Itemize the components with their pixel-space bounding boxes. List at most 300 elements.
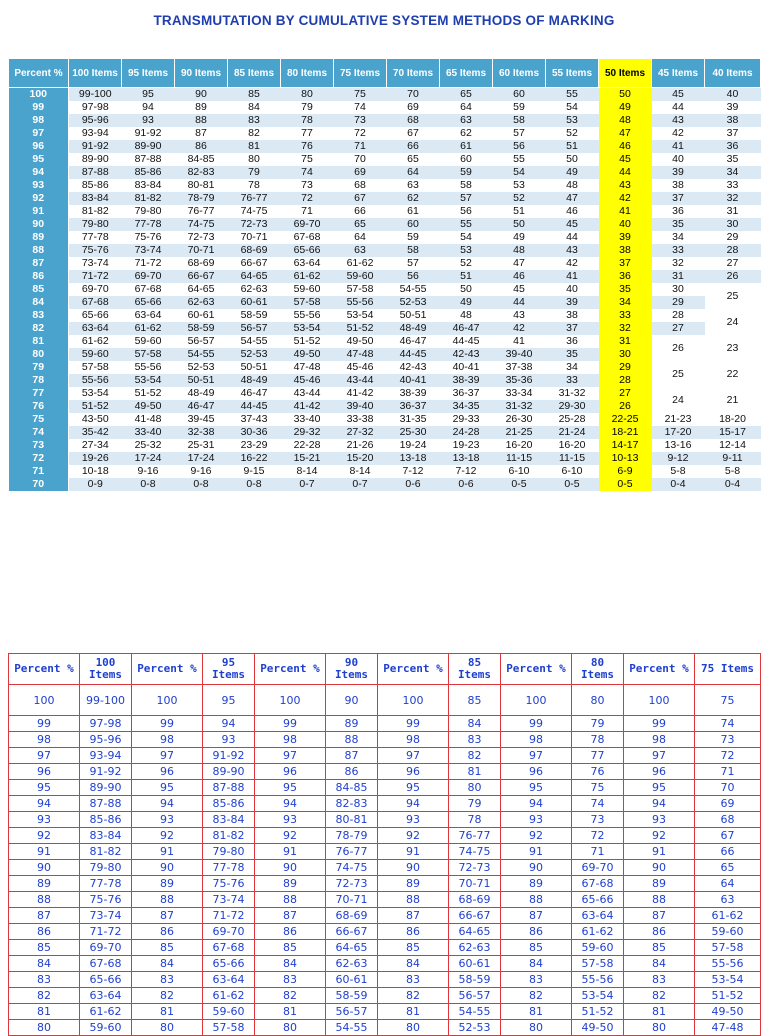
score-cell: 43-44 bbox=[334, 374, 387, 387]
table-row bbox=[9, 465, 761, 478]
score-cell: 63 bbox=[334, 244, 387, 257]
table-row bbox=[9, 426, 761, 439]
score-cell: 6-10 bbox=[493, 465, 546, 478]
table-row bbox=[9, 374, 761, 387]
score-cell: 67-68 bbox=[203, 940, 255, 956]
score-cell: 42 bbox=[652, 127, 705, 140]
percent-cell: 98 bbox=[378, 732, 449, 748]
score-cell: 67 bbox=[334, 192, 387, 205]
percent-cell: 83 bbox=[624, 972, 695, 988]
score-cell: 69 bbox=[387, 101, 440, 114]
score-cell: 89 bbox=[326, 716, 378, 732]
percent-cell: 95 bbox=[255, 780, 326, 796]
score-cell: 42 bbox=[546, 257, 599, 270]
percent-cell: 90 bbox=[9, 860, 80, 876]
score-cell: 65-66 bbox=[122, 296, 175, 309]
percent-cell: 88 bbox=[501, 892, 572, 908]
table-row bbox=[9, 908, 761, 924]
score-cell: 46-47 bbox=[440, 322, 493, 335]
percent-cell: 96 bbox=[378, 764, 449, 780]
score-cell: 72 bbox=[281, 192, 334, 205]
score-cell: 37-38 bbox=[493, 361, 546, 374]
score-cell: 29 bbox=[705, 231, 761, 244]
score-cell: 63-64 bbox=[572, 908, 624, 924]
score-cell: 55-56 bbox=[69, 374, 122, 387]
table-row bbox=[9, 716, 761, 732]
score-cell: 13-16 bbox=[652, 439, 705, 452]
score-cell: 64 bbox=[695, 876, 761, 892]
score-cell: 62 bbox=[387, 192, 440, 205]
score-cell: 72-73 bbox=[449, 860, 501, 876]
percent-cell: 97 bbox=[9, 748, 80, 764]
percent-cell: 97 bbox=[501, 748, 572, 764]
percent-cell: 82 bbox=[255, 988, 326, 1004]
score-cell: 62-63 bbox=[326, 956, 378, 972]
score-cell: 97-98 bbox=[69, 101, 122, 114]
percent-cell: 80 bbox=[501, 1020, 572, 1036]
percent-cell: 100 bbox=[624, 685, 695, 716]
score-cell: 15-20 bbox=[334, 452, 387, 465]
score-cell: 45 bbox=[493, 283, 546, 296]
score-cell: 49-50 bbox=[695, 1004, 761, 1020]
table-row bbox=[9, 732, 761, 748]
score-cell: 0-8 bbox=[175, 478, 228, 491]
score-cell: 41 bbox=[652, 140, 705, 153]
score-cell: 54-55 bbox=[228, 335, 281, 348]
score-cell: 77-78 bbox=[203, 860, 255, 876]
score-cell: 42 bbox=[493, 322, 546, 335]
score-cell: 36 bbox=[546, 335, 599, 348]
score-cell: 24 bbox=[705, 309, 761, 335]
score-cell: 55-56 bbox=[572, 972, 624, 988]
percent-cell: 93 bbox=[624, 812, 695, 828]
score-cell: 40 bbox=[652, 153, 705, 166]
score-cell: 60-61 bbox=[449, 956, 501, 972]
column-header-items: 90 Items bbox=[175, 59, 228, 88]
score-cell: 63-64 bbox=[122, 309, 175, 322]
score-cell: 76 bbox=[281, 140, 334, 153]
table-row bbox=[9, 153, 761, 166]
percent-cell: 97 bbox=[132, 748, 203, 764]
score-cell: 68 bbox=[695, 812, 761, 828]
table-row bbox=[9, 231, 761, 244]
score-cell: 72-73 bbox=[228, 218, 281, 231]
score-cell: 27-32 bbox=[334, 426, 387, 439]
score-cell: 60 bbox=[387, 218, 440, 231]
score-cell: 29-30 bbox=[546, 400, 599, 413]
score-cell: 80 bbox=[449, 780, 501, 796]
score-cell: 75 bbox=[695, 685, 761, 716]
score-cell: 38 bbox=[599, 244, 652, 257]
score-cell: 79-80 bbox=[203, 844, 255, 860]
score-cell: 65-66 bbox=[281, 244, 334, 257]
score-cell: 89-90 bbox=[80, 780, 132, 796]
score-cell: 76 bbox=[572, 764, 624, 780]
percent-cell: 97 bbox=[378, 748, 449, 764]
score-cell: 51 bbox=[493, 205, 546, 218]
score-cell: 69-70 bbox=[122, 270, 175, 283]
score-cell: 53-54 bbox=[122, 374, 175, 387]
column-header-items: 60 Items bbox=[493, 59, 546, 88]
score-cell: 63-64 bbox=[80, 988, 132, 1004]
percent-cell: 87 bbox=[624, 908, 695, 924]
score-cell: 38 bbox=[705, 114, 761, 127]
score-cell: 81 bbox=[228, 140, 281, 153]
score-cell: 11-15 bbox=[493, 452, 546, 465]
score-cell: 67 bbox=[387, 127, 440, 140]
score-cell: 51 bbox=[546, 140, 599, 153]
score-cell: 87 bbox=[326, 748, 378, 764]
score-cell: 59 bbox=[440, 166, 493, 179]
score-cell: 74 bbox=[281, 166, 334, 179]
score-cell: 16-20 bbox=[493, 439, 546, 452]
score-cell: 87-88 bbox=[122, 153, 175, 166]
score-cell: 49 bbox=[546, 166, 599, 179]
score-cell: 68 bbox=[334, 179, 387, 192]
score-cell: 44-45 bbox=[228, 400, 281, 413]
table-row bbox=[9, 972, 761, 988]
score-cell: 83-84 bbox=[203, 812, 255, 828]
score-cell: 52-53 bbox=[387, 296, 440, 309]
table-row bbox=[9, 1020, 761, 1036]
percent-cell: 92 bbox=[132, 828, 203, 844]
score-cell: 82 bbox=[449, 748, 501, 764]
score-cell: 26 bbox=[652, 335, 705, 361]
score-cell: 62-63 bbox=[175, 296, 228, 309]
score-cell: 28 bbox=[652, 309, 705, 322]
percent-cell: 82 bbox=[501, 988, 572, 1004]
score-cell: 61-62 bbox=[203, 988, 255, 1004]
score-cell: 95 bbox=[203, 685, 255, 716]
score-cell: 27 bbox=[599, 387, 652, 400]
score-cell: 54-55 bbox=[326, 1020, 378, 1036]
score-cell: 21-26 bbox=[334, 439, 387, 452]
percent-cell: 81 bbox=[9, 335, 69, 348]
score-cell: 61-62 bbox=[695, 908, 761, 924]
percent-cell: 94 bbox=[255, 796, 326, 812]
score-cell: 64 bbox=[387, 166, 440, 179]
percent-cell: 84 bbox=[624, 956, 695, 972]
score-cell: 91-92 bbox=[69, 140, 122, 153]
score-cell: 73 bbox=[572, 812, 624, 828]
table-row bbox=[9, 796, 761, 812]
percent-cell: 82 bbox=[9, 988, 80, 1004]
percent-cell: 95 bbox=[9, 780, 80, 796]
percent-cell: 97 bbox=[624, 748, 695, 764]
score-cell: 47-48 bbox=[334, 348, 387, 361]
score-cell: 55 bbox=[493, 153, 546, 166]
score-cell: 67-68 bbox=[69, 296, 122, 309]
column-header-items: 100 Items bbox=[69, 59, 122, 88]
score-cell: 61-62 bbox=[69, 335, 122, 348]
score-cell: 23 bbox=[705, 335, 761, 361]
table-row bbox=[9, 876, 761, 892]
score-cell: 31-35 bbox=[387, 413, 440, 426]
percent-cell: 88 bbox=[9, 892, 80, 908]
percent-cell: 89 bbox=[132, 876, 203, 892]
column-header-items: 50 Items bbox=[599, 59, 652, 88]
score-cell: 45-46 bbox=[281, 374, 334, 387]
score-cell: 43 bbox=[599, 179, 652, 192]
score-cell: 30-36 bbox=[228, 426, 281, 439]
percent-cell: 95 bbox=[624, 780, 695, 796]
score-cell: 59-60 bbox=[572, 940, 624, 956]
score-cell: 65 bbox=[440, 88, 493, 102]
score-cell: 22-28 bbox=[281, 439, 334, 452]
score-cell: 69 bbox=[334, 166, 387, 179]
percent-cell: 91 bbox=[255, 844, 326, 860]
score-cell: 42-43 bbox=[440, 348, 493, 361]
score-cell: 62-63 bbox=[449, 940, 501, 956]
percent-cell: 96 bbox=[624, 764, 695, 780]
percent-cell: 95 bbox=[132, 780, 203, 796]
score-cell: 81 bbox=[449, 764, 501, 780]
percent-cell: 92 bbox=[378, 828, 449, 844]
percent-cell: 94 bbox=[9, 166, 69, 179]
score-cell: 8-14 bbox=[334, 465, 387, 478]
score-cell: 38 bbox=[546, 309, 599, 322]
table-row bbox=[9, 192, 761, 205]
table-row bbox=[9, 296, 761, 309]
score-cell: 80-81 bbox=[326, 812, 378, 828]
score-cell: 28 bbox=[705, 244, 761, 257]
score-cell: 54 bbox=[440, 231, 493, 244]
score-cell: 78 bbox=[281, 114, 334, 127]
score-cell: 65 bbox=[334, 218, 387, 231]
percent-cell: 83 bbox=[501, 972, 572, 988]
score-cell: 65-66 bbox=[203, 956, 255, 972]
column-header-percent: Percent % bbox=[9, 59, 69, 88]
score-cell: 65 bbox=[695, 860, 761, 876]
percent-cell: 93 bbox=[132, 812, 203, 828]
percent-cell: 91 bbox=[378, 844, 449, 860]
score-cell: 18-21 bbox=[599, 426, 652, 439]
score-cell: 61-62 bbox=[80, 1004, 132, 1020]
score-cell: 27 bbox=[652, 322, 705, 335]
percent-cell: 80 bbox=[378, 1020, 449, 1036]
score-cell: 82-83 bbox=[326, 796, 378, 812]
score-cell: 69-70 bbox=[281, 218, 334, 231]
percent-cell: 81 bbox=[624, 1004, 695, 1020]
score-cell: 58 bbox=[493, 114, 546, 127]
column-header-items: 100 Items bbox=[80, 654, 132, 685]
score-cell: 52-53 bbox=[228, 348, 281, 361]
percent-cell: 93 bbox=[255, 812, 326, 828]
score-cell: 59-60 bbox=[80, 1020, 132, 1036]
score-cell: 61-62 bbox=[572, 924, 624, 940]
score-cell: 34 bbox=[652, 231, 705, 244]
table-header-row bbox=[9, 59, 761, 88]
score-cell: 0-7 bbox=[281, 478, 334, 491]
score-cell: 54 bbox=[493, 166, 546, 179]
score-cell: 52-53 bbox=[175, 361, 228, 374]
score-cell: 40 bbox=[705, 88, 761, 102]
score-cell: 60 bbox=[440, 153, 493, 166]
percent-cell: 84 bbox=[378, 956, 449, 972]
score-cell: 55-56 bbox=[122, 361, 175, 374]
table-row bbox=[9, 400, 761, 413]
percent-cell: 90 bbox=[501, 860, 572, 876]
score-cell: 50 bbox=[493, 218, 546, 231]
score-cell: 27 bbox=[705, 257, 761, 270]
score-cell: 59-60 bbox=[695, 924, 761, 940]
percent-cell: 79 bbox=[9, 361, 69, 374]
score-cell: 29-32 bbox=[281, 426, 334, 439]
score-cell: 41-42 bbox=[281, 400, 334, 413]
score-cell: 23-29 bbox=[228, 439, 281, 452]
score-cell: 71-72 bbox=[69, 270, 122, 283]
score-cell: 70-71 bbox=[326, 892, 378, 908]
percent-cell: 90 bbox=[624, 860, 695, 876]
score-cell: 75-76 bbox=[80, 892, 132, 908]
percent-cell: 84 bbox=[132, 956, 203, 972]
percent-cell: 88 bbox=[378, 892, 449, 908]
score-cell: 57-58 bbox=[572, 956, 624, 972]
score-cell: 76-77 bbox=[175, 205, 228, 218]
score-cell: 83 bbox=[449, 732, 501, 748]
percent-cell: 85 bbox=[132, 940, 203, 956]
percent-cell: 94 bbox=[9, 796, 80, 812]
percent-cell: 91 bbox=[9, 844, 80, 860]
percent-cell: 93 bbox=[378, 812, 449, 828]
score-cell: 0-8 bbox=[228, 478, 281, 491]
score-cell: 43-50 bbox=[69, 413, 122, 426]
score-cell: 7-12 bbox=[387, 465, 440, 478]
column-header-items: 80 Items bbox=[572, 654, 624, 685]
percent-cell: 73 bbox=[9, 439, 69, 452]
table-row bbox=[9, 140, 761, 153]
score-cell: 57-58 bbox=[281, 296, 334, 309]
score-cell: 43 bbox=[652, 114, 705, 127]
score-cell: 58 bbox=[387, 244, 440, 257]
score-cell: 56 bbox=[387, 270, 440, 283]
score-cell: 63-64 bbox=[69, 322, 122, 335]
score-cell: 54 bbox=[546, 101, 599, 114]
score-cell: 49 bbox=[599, 101, 652, 114]
score-cell: 74-75 bbox=[175, 218, 228, 231]
score-cell: 67-68 bbox=[281, 231, 334, 244]
score-cell: 60 bbox=[493, 88, 546, 102]
score-cell: 30 bbox=[705, 218, 761, 231]
score-cell: 51-52 bbox=[281, 335, 334, 348]
percent-cell: 88 bbox=[9, 244, 69, 257]
score-cell: 47-48 bbox=[695, 1020, 761, 1036]
score-cell: 81-82 bbox=[122, 192, 175, 205]
score-cell: 0-4 bbox=[705, 478, 761, 491]
score-cell: 30 bbox=[599, 348, 652, 361]
score-cell: 17-20 bbox=[652, 426, 705, 439]
percent-cell: 80 bbox=[624, 1020, 695, 1036]
percent-cell: 90 bbox=[9, 218, 69, 231]
score-cell: 52-53 bbox=[449, 1020, 501, 1036]
percent-cell: 95 bbox=[501, 780, 572, 796]
score-cell: 54-55 bbox=[175, 348, 228, 361]
score-cell: 32 bbox=[652, 257, 705, 270]
percent-cell: 81 bbox=[132, 1004, 203, 1020]
column-header-items: 75 Items bbox=[695, 654, 761, 685]
table-row bbox=[9, 1004, 761, 1020]
score-cell: 97-98 bbox=[80, 716, 132, 732]
percent-cell: 100 bbox=[132, 685, 203, 716]
score-cell: 0-6 bbox=[440, 478, 493, 491]
score-cell: 87-88 bbox=[203, 780, 255, 796]
score-cell: 72-73 bbox=[326, 876, 378, 892]
score-cell: 33-38 bbox=[334, 413, 387, 426]
score-cell: 36-37 bbox=[387, 400, 440, 413]
percent-cell: 83 bbox=[255, 972, 326, 988]
score-cell: 25-30 bbox=[387, 426, 440, 439]
percent-cell: 89 bbox=[255, 876, 326, 892]
percent-cell: 97 bbox=[9, 127, 69, 140]
score-cell: 93 bbox=[122, 114, 175, 127]
score-cell: 33 bbox=[599, 309, 652, 322]
score-cell: 43-44 bbox=[281, 387, 334, 400]
table-row bbox=[9, 812, 761, 828]
score-cell: 84 bbox=[228, 101, 281, 114]
score-cell: 61 bbox=[387, 205, 440, 218]
score-cell: 65 bbox=[387, 153, 440, 166]
score-cell: 39 bbox=[652, 166, 705, 179]
column-header-percent: Percent % bbox=[501, 654, 572, 685]
percent-cell: 99 bbox=[378, 716, 449, 732]
score-cell: 76-77 bbox=[326, 844, 378, 860]
score-cell: 32-38 bbox=[175, 426, 228, 439]
score-cell: 66 bbox=[695, 844, 761, 860]
percent-cell: 87 bbox=[255, 908, 326, 924]
table-row bbox=[9, 88, 761, 102]
table-row bbox=[9, 452, 761, 465]
table-row bbox=[9, 361, 761, 374]
score-cell: 22 bbox=[705, 361, 761, 387]
percent-cell: 82 bbox=[378, 988, 449, 1004]
score-cell: 51 bbox=[440, 270, 493, 283]
score-cell: 48 bbox=[546, 179, 599, 192]
score-cell: 68-69 bbox=[326, 908, 378, 924]
percent-cell: 87 bbox=[132, 908, 203, 924]
score-cell: 74 bbox=[572, 796, 624, 812]
score-cell: 89-90 bbox=[122, 140, 175, 153]
score-cell: 19-24 bbox=[387, 439, 440, 452]
percent-cell: 86 bbox=[624, 924, 695, 940]
percent-cell: 88 bbox=[132, 892, 203, 908]
score-cell: 37-43 bbox=[228, 413, 281, 426]
score-cell: 67-68 bbox=[80, 956, 132, 972]
score-cell: 63 bbox=[695, 892, 761, 908]
percent-cell: 85 bbox=[9, 940, 80, 956]
score-cell: 77 bbox=[572, 748, 624, 764]
score-cell: 33-34 bbox=[493, 387, 546, 400]
percent-cell: 100 bbox=[255, 685, 326, 716]
score-cell: 87-88 bbox=[80, 796, 132, 812]
score-cell: 52 bbox=[493, 192, 546, 205]
percent-cell: 98 bbox=[9, 114, 69, 127]
score-cell: 46 bbox=[493, 270, 546, 283]
table-row bbox=[9, 101, 761, 114]
table-row bbox=[9, 322, 761, 335]
score-cell: 78-79 bbox=[326, 828, 378, 844]
percent-cell: 84 bbox=[9, 956, 80, 972]
score-cell: 40-41 bbox=[387, 374, 440, 387]
score-cell: 70-71 bbox=[449, 876, 501, 892]
score-cell: 70 bbox=[387, 88, 440, 102]
score-cell: 9-15 bbox=[228, 465, 281, 478]
score-cell: 15-17 bbox=[705, 426, 761, 439]
percent-cell: 96 bbox=[255, 764, 326, 780]
score-cell: 61 bbox=[440, 140, 493, 153]
score-cell: 65-66 bbox=[69, 309, 122, 322]
score-cell: 77-78 bbox=[122, 218, 175, 231]
score-cell: 73 bbox=[281, 179, 334, 192]
